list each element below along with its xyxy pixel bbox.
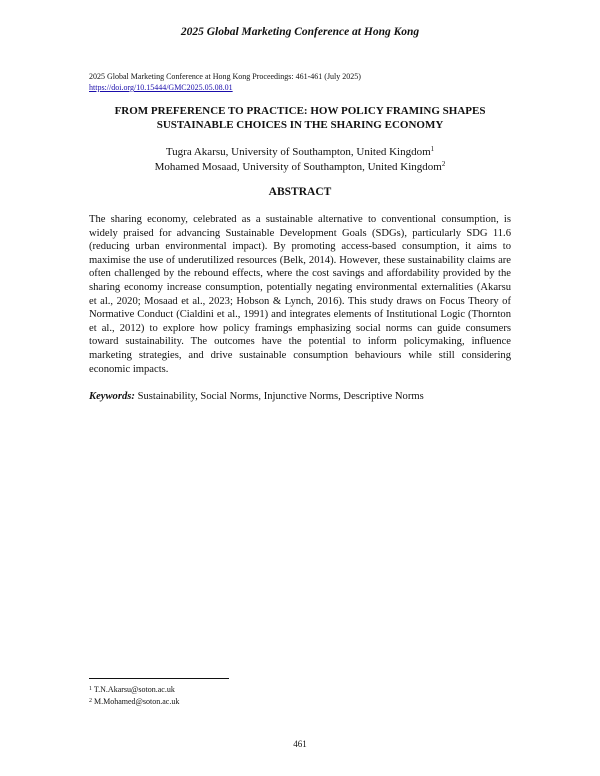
author-affiliation: Mohamed Mosaad, University of Southampton, United Kingdom [154, 160, 442, 173]
footnote-mark: 1 [430, 145, 435, 153]
footnote-mark: 1 [89, 686, 92, 692]
proceedings-info: 2025 Global Marketing Conference at Hong Kong Proceedings: 461-461 (July 2025) [89, 72, 361, 81]
paper-title-line-1: FROM PREFERENCE TO PRACTICE: HOW POLICY FRAMING SHAPES [114, 105, 486, 117]
author-list [60, 145, 540, 174]
citation-block [89, 71, 361, 93]
author-entry [60, 160, 540, 175]
running-head: 2025 Global Marketing Conference at Hong Kong [180, 26, 420, 38]
footnotes [89, 684, 179, 707]
footnote-item [89, 684, 179, 696]
footnote-email: T.N.Akarsu@soton.ac.uk [93, 685, 175, 694]
abstract-heading: ABSTRACT [268, 186, 332, 198]
footnote-divider [89, 678, 229, 679]
keywords-line [89, 390, 511, 404]
keywords-text: Sustainability, Social Norms, Injunctive Norms, Descriptive Norms [137, 391, 424, 402]
page-number: 461 [293, 739, 307, 749]
doi-link[interactable]: https://doi.org/10.15444/GMC2025.05.08.01 [89, 83, 233, 92]
footnote-mark: 2 [89, 697, 92, 704]
footnote-item [89, 696, 179, 708]
paper-title-line-2: SUSTAINABLE CHOICES IN THE SHARING ECONOMY [156, 119, 444, 131]
author-entry [60, 145, 540, 160]
footnote-mark: 2 [441, 159, 446, 168]
abstract-body: The sharing economy, celebrated as a sustainable alternative to conventional consumption, is widely praised for advancing Sustainable Development Goals (SDGs), particularly SDG 11.6 (reducing urban environmental impact). By promoting access-based consumption, it aims to maximise the use of underutilized resources (Belk, 2014). However, these sustainability claims are often challenged by the rebound effects, where the cost savings and affordability provided by the sharing economy increase consumption, potentially negating environmental externalities (Akarsu et al., 2020; Mosaad et al., 2023; Hobson & Lynch, 2016). This study draws on Focus Theory of Normative Conduct (Cialdini et al., 1991) and integrates elements of Institutional Logic (Thornton et al., 2012) to explore how policy framings emphasizing social norms can guide consumers toward sustainability. The outcomes have the potential to inform policymaking, influence marketing strategies, and drive sustainable consumption behaviours while still considering economic impacts. [89, 214, 511, 375]
author-affiliation: Tugra Akarsu, University of Southampton, United Kingdom [165, 146, 431, 158]
keywords-label: Keywords: [89, 391, 135, 402]
paper-title [60, 104, 540, 132]
footnote-email: M.Mohamed@soton.ac.uk [94, 696, 180, 706]
